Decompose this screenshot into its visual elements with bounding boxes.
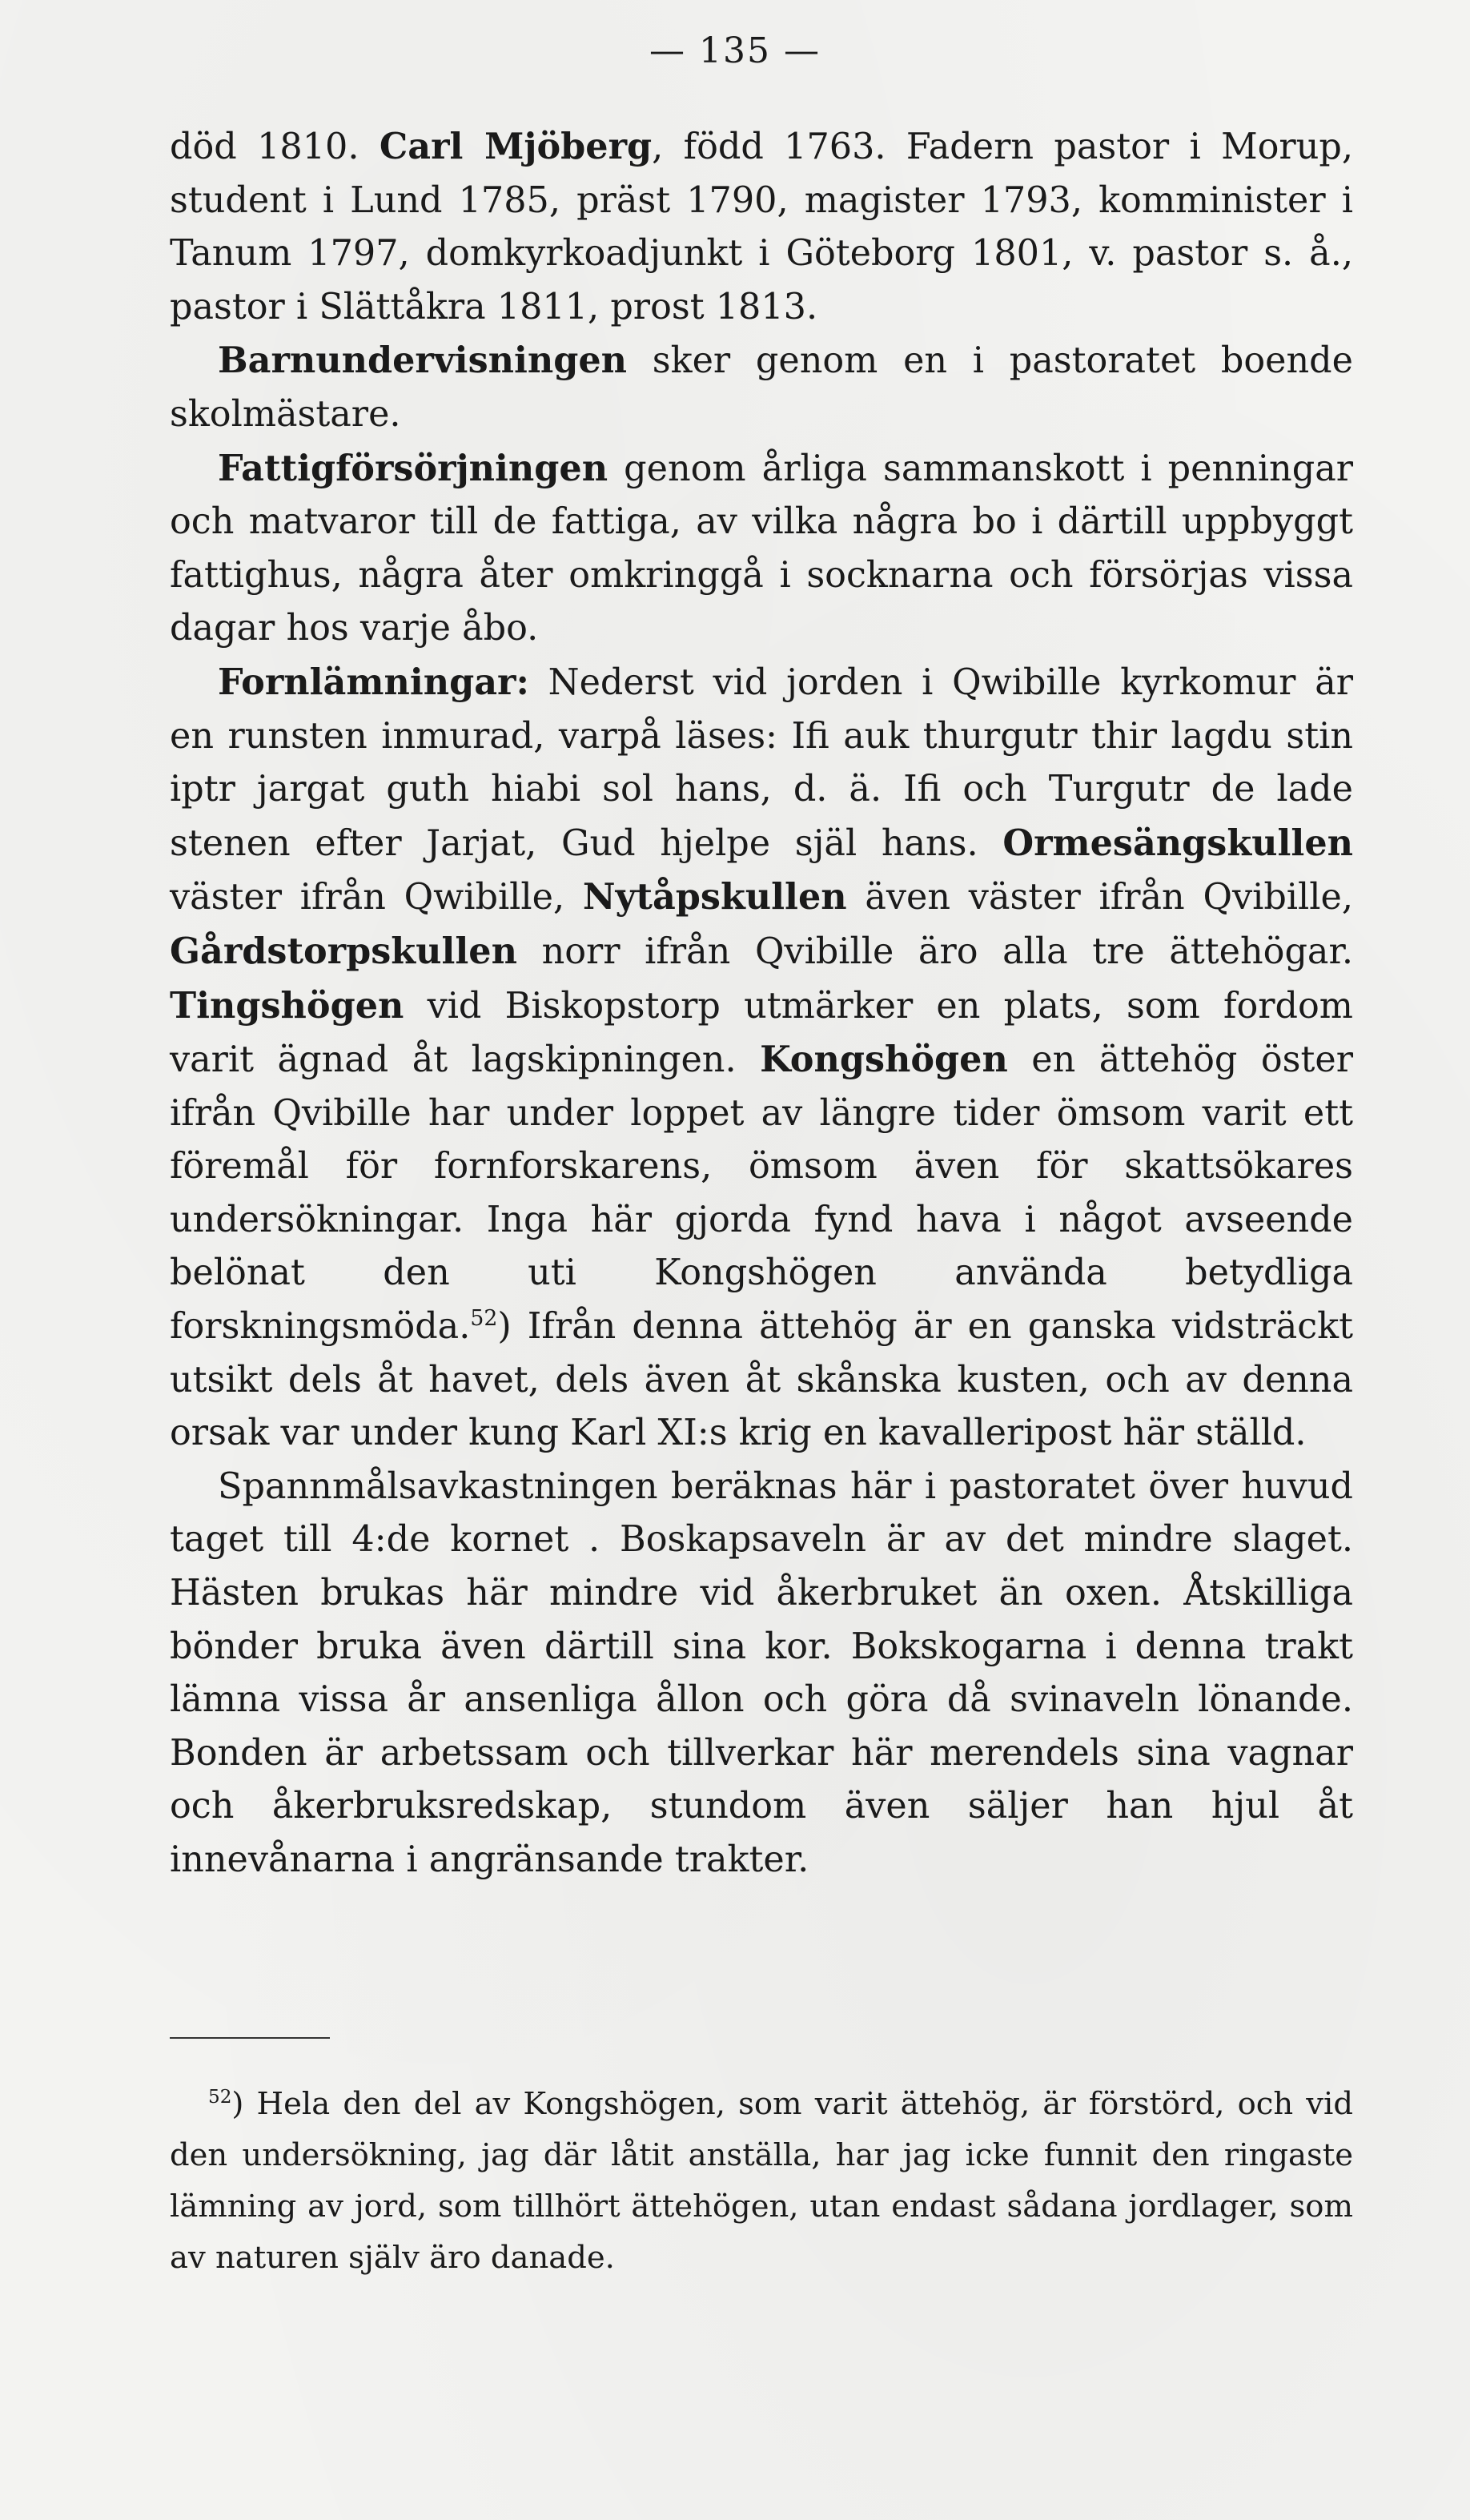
footnote (170, 2079, 1353, 2284)
text-run: norr ifrån Qvibille äro alla tre ättehögar. (516, 930, 1353, 972)
text-run: , född 1763. Fadern pastor i Morup, student i Lund 1785, präst 1790, magister 1793, komminister i Tanum 1797, domkyrkoadjunkt i Göteborg 1801, v. pastor s. å., pastor i Slättåkra 1811, prost 1813. (170, 127, 1353, 328)
text-run: vid Biskopstorp utmärker en plats, som fordom varit ägnad åt lagskipningen. (170, 985, 1353, 1081)
page-number: — 135 — (649, 30, 821, 71)
paragraph-fattigforsorjning (170, 442, 1353, 656)
text-run: en ättehög öster ifrån Qvibille har under loppet av längre tider ömsom varit ett föremål för fornforskarens, ömsom även för skattsökares undersökningar. Inga här gjorda fynd hava i något avseende belönat den uti Kongshögen använda betydliga forskningsmöda. (170, 1039, 1353, 1348)
text-run: även väster ifrån Qvibille, (846, 877, 1353, 918)
text-run: Nederst vid jorden i Qwibille kyrkomur är en runsten inmurad, varpå läses: Ifi auk thurgutr thir lagdu stin iptr jargat guth hiabi sol hans, d. ä. Ifi och Turgutr de lade stenen efter Jarjat, Gud hjelpe själ hans. (170, 661, 1353, 864)
paragraph-spannmal: Spannmålsavkastningen beräknas här i pastoratet över huvud taget till 4:de kornet . Boskapsaveln är av det mindre slaget. Hästen brukas här mindre vid åkerbruket än oxen. Åtskilliga bönder bruka även därtill sina kor. Bokskogarna i denna trakt lämna vissa år ansenliga ållon och göra då svinaveln lönande. Bonden är arbetssam och tillverkar här merendels sina vagnar och åkerbruksredskap, stundom även säljer han hjul åt innevånarna i angränsande trakter. (170, 1465, 1353, 1880)
footnote-divider (170, 2037, 330, 2039)
heading-barnundervisningen: Barnundervisningen (218, 340, 628, 382)
body-text (170, 120, 1353, 1887)
text-run: sker genom en i pastoratet boende skolmästare. (170, 340, 1353, 435)
term-nytapskullen: Nytåpskullen (582, 876, 847, 918)
footnote-number: 52 (208, 2087, 232, 2108)
heading-fornlamningar: Fornlämningar: (218, 661, 529, 703)
footnote-reference[interactable]: 52 (470, 1306, 498, 1332)
footnote-body: ) Hela den del av Kongshögen, som varit ättehög, är förstörd, och vid den undersökning, jag där låtit anställa, har jag icke funnit den ringaste lämning av jord, som tillhört ättehögen, utan endast sådana jordlager, som av naturen själv äro danade. (170, 2086, 1353, 2276)
footnote-text (170, 2079, 1353, 2284)
term-ormesangskullen: Ormesängskullen (1002, 822, 1353, 864)
text-run: väster ifrån Qwibille, (170, 877, 583, 918)
text-run: genom årliga sammanskott i penningar och matvaror till de fattiga, av vilka några bo i därtill uppbyggt fattighus, några åter omkringgå i socknarna och försörjas vissa dagar hos varje åbo. (170, 448, 1353, 649)
paragraph-barnundervisning (170, 334, 1353, 441)
term-gardstorpskullen: Gårdstorpskullen (170, 930, 517, 972)
text-run: ) Ifrån denna ättehög är en ganska vidsträckt utsikt dels åt havet, dels även åt skånska kusten, och av denna orsak var under kung Karl XI:s krig en kavalleripost här ställd. (170, 1306, 1353, 1454)
term-kongshogen: Kongshögen (760, 1039, 1008, 1081)
paragraph-fornlamningar (170, 656, 1353, 1461)
name-carl-mjoberg: Carl Mjöberg (379, 126, 653, 167)
heading-fattigforsorjningen: Fattigförsörjningen (218, 447, 608, 489)
text-run: död 1810. (170, 127, 380, 167)
term-tingshogen: Tingshögen (170, 984, 404, 1027)
paragraph-biography (170, 120, 1353, 334)
